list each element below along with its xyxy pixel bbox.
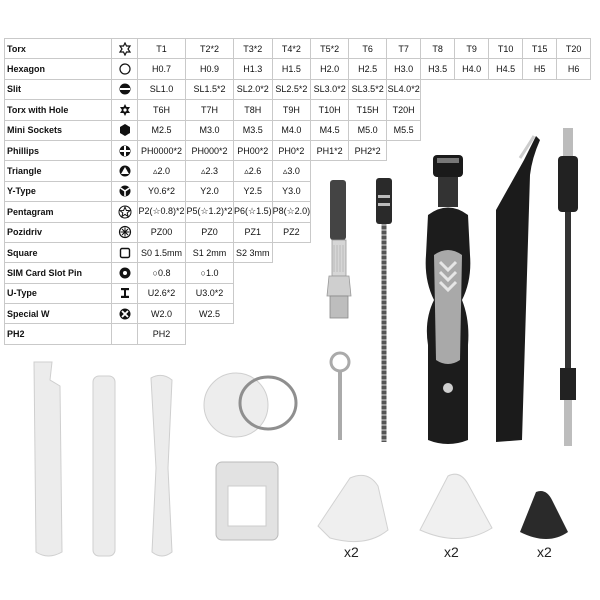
pick-quantity-label: x2 bbox=[344, 544, 359, 560]
bit-size-cell: PH00*2 bbox=[234, 140, 273, 160]
bit-size-cell: Y0.6*2 bbox=[138, 181, 186, 201]
suction-cup bbox=[204, 373, 296, 437]
opening-picks bbox=[318, 474, 568, 541]
sim-eject-pin bbox=[331, 353, 349, 440]
bit-size-cell: T20 bbox=[557, 39, 591, 59]
pick-quantity-label: x2 bbox=[444, 544, 459, 560]
bit-size-cell: T10 bbox=[489, 39, 523, 59]
bit-size-cell: SL4.0*2 bbox=[387, 79, 421, 99]
bit-size-cell: ○1.0 bbox=[186, 263, 234, 283]
bit-size-cell: S0 1.5mm bbox=[138, 242, 186, 262]
extension-bar bbox=[558, 128, 578, 446]
bit-size-cell: PH0*2 bbox=[272, 140, 311, 160]
bit-size-cell: P8(☆2.0) bbox=[272, 202, 311, 222]
bit-size-cell: ○0.8 bbox=[138, 263, 186, 283]
bit-size-cell: T8H bbox=[234, 100, 273, 120]
bit-size-cell: Y2.0 bbox=[186, 181, 234, 201]
bit-size-cell: ▵3.0 bbox=[272, 161, 311, 181]
precision-screwdriver bbox=[426, 155, 471, 444]
bit-size-cell: T3*2 bbox=[234, 39, 273, 59]
bit-type-label: Hexagon bbox=[5, 59, 112, 79]
bit-size-cell: SL3.5*2 bbox=[349, 79, 387, 99]
bit-size-cell: T7H bbox=[186, 100, 234, 120]
bit-size-cell: W2.0 bbox=[138, 304, 186, 324]
bit-size-cell: SL1.5*2 bbox=[186, 79, 234, 99]
bit-type-label: Pozidriv bbox=[5, 222, 112, 242]
bit-size-cell: T9 bbox=[455, 39, 489, 59]
bit-size-cell: ▵2.3 bbox=[186, 161, 234, 181]
bit-size-cell: PH1*2 bbox=[311, 140, 349, 160]
bit-size-cell: ▵2.6 bbox=[234, 161, 273, 181]
bit-size-cell: PZ00 bbox=[138, 222, 186, 242]
bit-size-cell: H1.5 bbox=[272, 59, 311, 79]
bit-size-cell: S1 2mm bbox=[186, 242, 234, 262]
bit-type-label: Triangle bbox=[5, 161, 112, 181]
bit-size-cell: H4.0 bbox=[455, 59, 489, 79]
bit-size-cell: H0.9 bbox=[186, 59, 234, 79]
bit-size-cell: T7 bbox=[387, 39, 421, 59]
bit-size-cell: T5*2 bbox=[311, 39, 349, 59]
bit-size-cell: T20H bbox=[387, 100, 421, 120]
bit-size-cell: T15H bbox=[349, 100, 387, 120]
bit-size-cell: M4.5 bbox=[311, 120, 349, 140]
bit-size-cell: PH000*2 bbox=[186, 140, 234, 160]
bit-size-cell: SL1.0 bbox=[138, 79, 186, 99]
bit-size-cell: PH0000*2 bbox=[138, 140, 186, 160]
bit-size-cell: T6H bbox=[138, 100, 186, 120]
flexible-extension-shaft bbox=[376, 178, 392, 442]
bit-size-cell: P5(☆1.2)*2 bbox=[186, 202, 234, 222]
bit-type-label: Special W bbox=[5, 304, 112, 324]
bit-size-cell: PZ1 bbox=[234, 222, 273, 242]
bit-size-cell: P6(☆1.5) bbox=[234, 202, 273, 222]
bit-size-cell: H6 bbox=[557, 59, 591, 79]
bit-type-label: U-Type bbox=[5, 283, 112, 303]
spudger-tools bbox=[34, 362, 172, 556]
bit-size-cell: PZ2 bbox=[272, 222, 311, 242]
bit-size-cell: T2*2 bbox=[186, 39, 234, 59]
bit-size-cell: M2.5 bbox=[138, 120, 186, 140]
bit-size-cell: T4*2 bbox=[272, 39, 311, 59]
bit-type-label: Pentagram bbox=[5, 202, 112, 222]
bit-size-cell: T15 bbox=[523, 39, 557, 59]
bit-size-cell: Y2.5 bbox=[234, 181, 273, 201]
bit-type-label: Mini Sockets bbox=[5, 120, 112, 140]
bit-size-cell: H5 bbox=[523, 59, 557, 79]
bit-size-cell: H2.0 bbox=[311, 59, 349, 79]
bit-holder-extension bbox=[327, 180, 351, 318]
bit-size-cell: SL2.0*2 bbox=[234, 79, 273, 99]
bit-size-cell: PH2 bbox=[138, 324, 186, 344]
bit-size-cell: T10H bbox=[311, 100, 349, 120]
bit-size-cell: H3.5 bbox=[421, 59, 455, 79]
bit-type-label: PH2 bbox=[5, 324, 112, 344]
bit-size-cell: ▵2.0 bbox=[138, 161, 186, 181]
bit-type-label: Square bbox=[5, 242, 112, 262]
bit-size-cell: SL3.0*2 bbox=[311, 79, 349, 99]
bit-size-cell: M3.5 bbox=[234, 120, 273, 140]
bit-size-cell: P2(☆0.8)*2 bbox=[138, 202, 186, 222]
bit-size-cell: T8 bbox=[421, 39, 455, 59]
bit-size-cell: M3.0 bbox=[186, 120, 234, 140]
bit-type-label: Phillips bbox=[5, 140, 112, 160]
bit-type-label: Torx bbox=[5, 39, 112, 59]
bit-size-cell: M5.5 bbox=[387, 120, 421, 140]
curved-tweezers bbox=[496, 136, 540, 442]
bit-size-cell: H2.5 bbox=[349, 59, 387, 79]
bit-size-cell: M4.0 bbox=[272, 120, 311, 140]
bit-size-cell: T1 bbox=[138, 39, 186, 59]
bit-size-cell: Y3.0 bbox=[272, 181, 311, 201]
bit-size-cell: U2.6*2 bbox=[138, 283, 186, 303]
bit-size-cell: U3.0*2 bbox=[186, 283, 234, 303]
bit-size-cell: H0.7 bbox=[138, 59, 186, 79]
bit-size-cell: SL2.5*2 bbox=[272, 79, 311, 99]
pick-quantity-label: x2 bbox=[537, 544, 552, 560]
bit-type-label: Slit bbox=[5, 79, 112, 99]
bit-size-cell: T6 bbox=[349, 39, 387, 59]
bit-size-cell: PZ0 bbox=[186, 222, 234, 242]
bit-type-label: Y-Type bbox=[5, 181, 112, 201]
bit-type-label: SIM Card Slot Pin bbox=[5, 263, 112, 283]
bit-size-cell: T9H bbox=[272, 100, 311, 120]
bit-size-cell: M5.0 bbox=[349, 120, 387, 140]
bit-size-cell: W2.5 bbox=[186, 304, 234, 324]
bit-size-cell: H1.3 bbox=[234, 59, 273, 79]
magnetizer-block bbox=[216, 462, 278, 540]
bit-size-cell: H4.5 bbox=[489, 59, 523, 79]
bit-size-cell: H3.0 bbox=[387, 59, 421, 79]
bit-size-cell: S2 3mm bbox=[234, 242, 273, 262]
bit-type-label: Torx with Hole bbox=[5, 100, 112, 120]
bit-size-cell: PH2*2 bbox=[349, 140, 387, 160]
